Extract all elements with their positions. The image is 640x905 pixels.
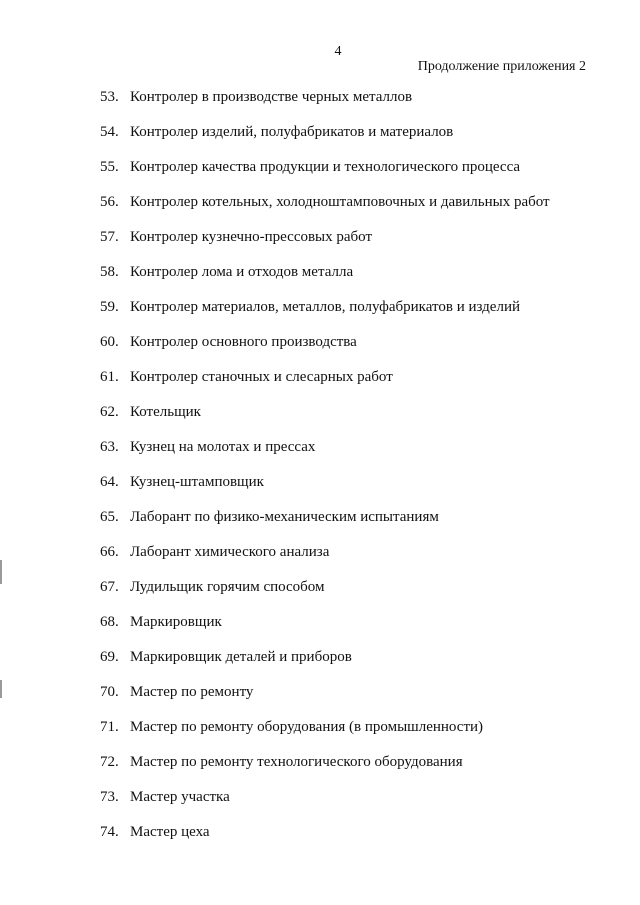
item-text: Лаборант по физико-механическим испытаниям <box>130 509 439 525</box>
scan-edge-mark <box>0 680 2 698</box>
item-text: Мастер по ремонту <box>130 684 254 700</box>
item-text: Лудильщик горячим способом <box>130 579 325 595</box>
item-number: 74. <box>100 824 119 840</box>
item-text: Мастер по ремонту оборудования (в промышленности) <box>130 719 484 735</box>
item-number: 65. <box>100 509 119 525</box>
item-number: 73. <box>100 789 119 805</box>
item-text: Мастер по ремонту технологического оборудования <box>130 754 463 770</box>
item-text: Кузнец на молотах и прессах <box>130 439 316 455</box>
list-item <box>100 500 550 535</box>
item-number: 61. <box>100 369 119 385</box>
list-item <box>100 745 550 780</box>
list-item <box>100 150 550 185</box>
item-number: 66. <box>100 544 119 560</box>
item-number: 68. <box>100 614 119 630</box>
scan-edge-mark <box>0 560 2 584</box>
list-item <box>100 780 550 815</box>
list-item <box>100 640 550 675</box>
list-item <box>100 535 550 570</box>
item-text: Маркировщик <box>130 614 222 630</box>
list-item <box>100 815 550 850</box>
continuation-note: Продолжение приложения 2 <box>417 59 586 74</box>
item-number: 69. <box>100 649 119 665</box>
list-item <box>100 115 550 150</box>
list-item <box>100 395 550 430</box>
item-text: Контролер основного производства <box>130 334 357 350</box>
list-item <box>100 325 550 360</box>
list-item <box>100 570 550 605</box>
item-text: Лаборант химического анализа <box>130 544 330 560</box>
list-item <box>100 185 550 220</box>
item-text: Контролер в производстве черных металлов <box>130 89 413 105</box>
item-text: Контролер качества продукции и технологического процесса <box>130 159 521 175</box>
list-item <box>100 80 550 115</box>
list-item <box>100 675 550 710</box>
item-number: 53. <box>100 89 119 105</box>
item-number: 56. <box>100 194 119 210</box>
item-number: 67. <box>100 579 119 595</box>
occupation-list <box>100 80 550 850</box>
list-item <box>100 605 550 640</box>
item-text: Котельщик <box>130 404 201 420</box>
item-text: Маркировщик деталей и приборов <box>130 649 352 665</box>
list-item <box>100 430 550 465</box>
page-number: 4 <box>334 44 342 59</box>
list-item <box>100 255 550 290</box>
item-number: 70. <box>100 684 119 700</box>
item-number: 63. <box>100 439 119 455</box>
list-item <box>100 710 550 745</box>
list-item <box>100 465 550 500</box>
item-number: 54. <box>100 124 119 140</box>
item-number: 62. <box>100 404 119 420</box>
item-number: 58. <box>100 264 119 280</box>
item-text: Контролер материалов, металлов, полуфабрикатов и изделий <box>130 299 520 315</box>
item-number: 55. <box>100 159 119 175</box>
item-number: 64. <box>100 474 119 490</box>
item-number: 71. <box>100 719 119 735</box>
item-text: Контролер котельных, холодноштамповочных и давильных работ <box>130 194 550 210</box>
item-text: Мастер цеха <box>130 824 210 840</box>
list-item <box>100 360 550 395</box>
item-number: 57. <box>100 229 119 245</box>
item-text: Контролер изделий, полуфабрикатов и материалов <box>130 124 454 140</box>
item-text: Кузнец-штамповщик <box>130 474 264 490</box>
list-item <box>100 220 550 255</box>
list-item <box>100 290 550 325</box>
item-text: Контролер кузнечно-прессовых работ <box>130 229 373 245</box>
item-number: 72. <box>100 754 119 770</box>
item-number: 60. <box>100 334 119 350</box>
item-text: Мастер участка <box>130 789 230 805</box>
item-text: Контролер станочных и слесарных работ <box>130 369 393 385</box>
item-number: 59. <box>100 299 119 315</box>
item-text: Контролер лома и отходов металла <box>130 264 354 280</box>
